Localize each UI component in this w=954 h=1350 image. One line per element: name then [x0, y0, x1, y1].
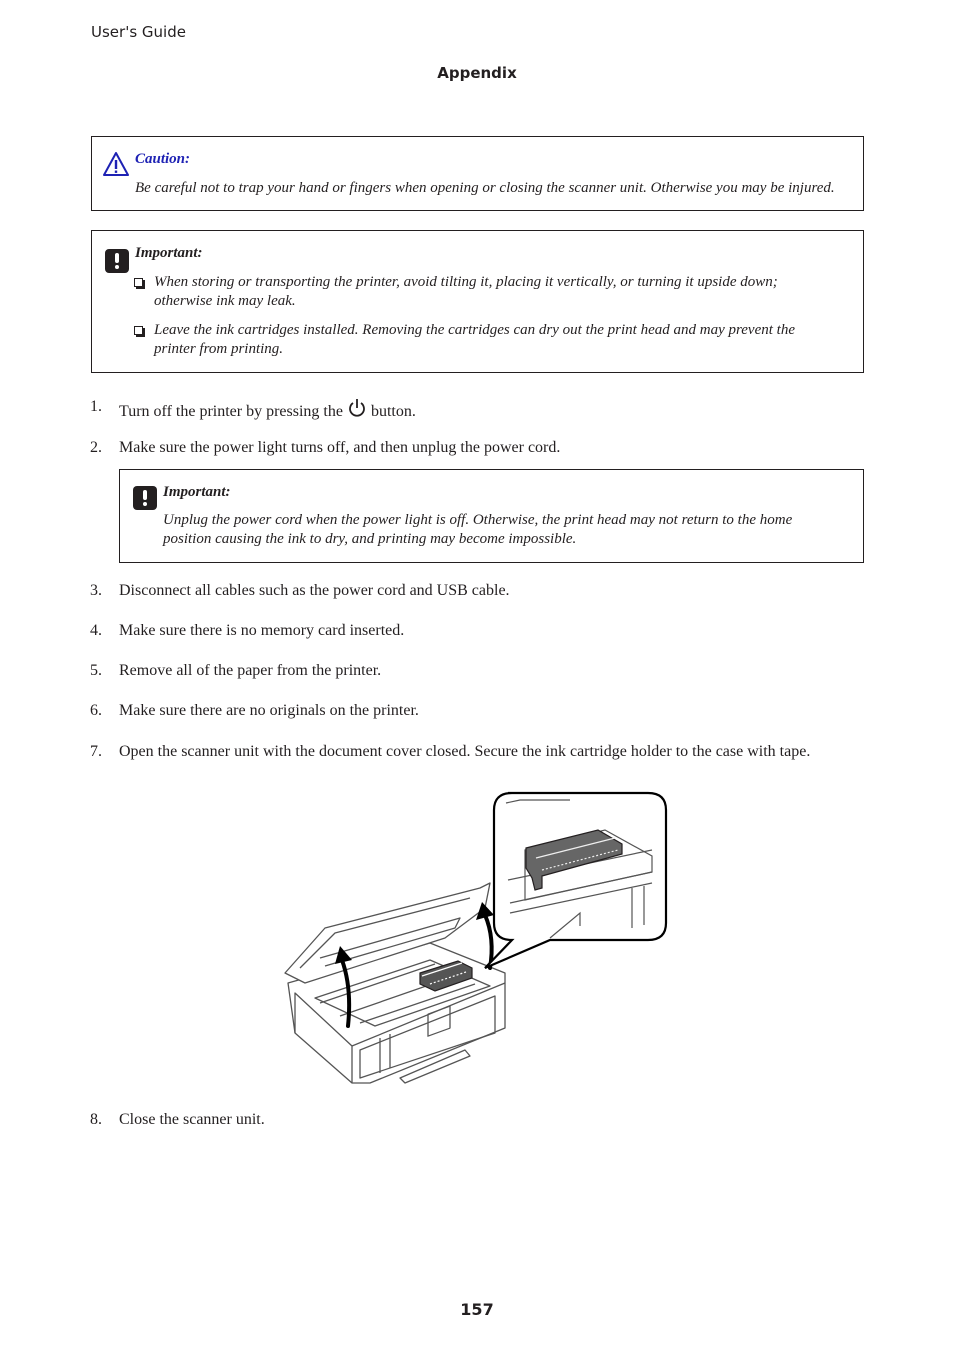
printer-illustration: [280, 788, 672, 1088]
important-title: Important:: [135, 245, 203, 261]
step-text: [119, 398, 416, 421]
step-number: 5.: [90, 662, 102, 679]
important-icon: [133, 486, 157, 510]
step-text-after: button.: [370, 403, 416, 420]
step-text: Make sure there is no memory card inserted.: [119, 622, 405, 639]
important-text-line-2: position causing the ink to dry, and printing may become impossible.: [163, 531, 577, 547]
warning-triangle-icon: [102, 151, 130, 177]
step-number: 1.: [90, 398, 102, 415]
caution-title: Caution:: [135, 151, 191, 167]
step-number: 7.: [90, 743, 102, 760]
important-icon: [105, 249, 129, 273]
step-text: Disconnect all cables such as the power cord and USB cable.: [119, 582, 510, 599]
step-text: Remove all of the paper from the printer.: [119, 662, 382, 679]
step-text: Close the scanner unit.: [119, 1111, 265, 1128]
bullet-icon: [134, 326, 143, 335]
page-number: 157: [460, 1300, 494, 1319]
step-text-before: Turn off the printer by pressing the: [119, 403, 343, 420]
bullet-icon: [134, 278, 143, 287]
caution-box: [91, 136, 864, 211]
step-text: Make sure there are no originals on the printer.: [119, 702, 419, 719]
section-title: Appendix: [437, 64, 517, 82]
step-number: 6.: [90, 702, 102, 719]
important-item-1-line-1: When storing or transporting the printer, avoid tilting it, placing it vertically, or turning it upside down;: [154, 274, 778, 290]
important-item-2-line-2: printer from printing.: [154, 341, 284, 357]
running-header: User's Guide: [91, 23, 186, 41]
step-number: 3.: [90, 582, 102, 599]
important-item-1-line-2: otherwise ink may leak.: [154, 293, 296, 309]
important-box: [91, 230, 864, 373]
step-number: 8.: [90, 1111, 102, 1128]
caution-text: Be careful not to trap your hand or fingers when opening or closing the scanner unit. Otherwise you may be injured.: [135, 180, 835, 196]
power-icon: [348, 398, 366, 418]
important-item-2-line-1: Leave the ink cartridges installed. Removing the cartridges can dry out the print head and may prevent the: [154, 322, 795, 338]
step-number: 2.: [90, 439, 102, 456]
important-title: Important:: [163, 484, 231, 500]
step-number: 4.: [90, 622, 102, 639]
important-text-line-1: Unplug the power cord when the power light is off. Otherwise, the print head may not return to the home: [163, 512, 793, 528]
step-text: Make sure the power light turns off, and then unplug the power cord.: [119, 439, 561, 456]
important-box: [119, 469, 864, 563]
step-text: Open the scanner unit with the document cover closed. Secure the ink cartridge holder to the case with tape.: [119, 743, 811, 760]
